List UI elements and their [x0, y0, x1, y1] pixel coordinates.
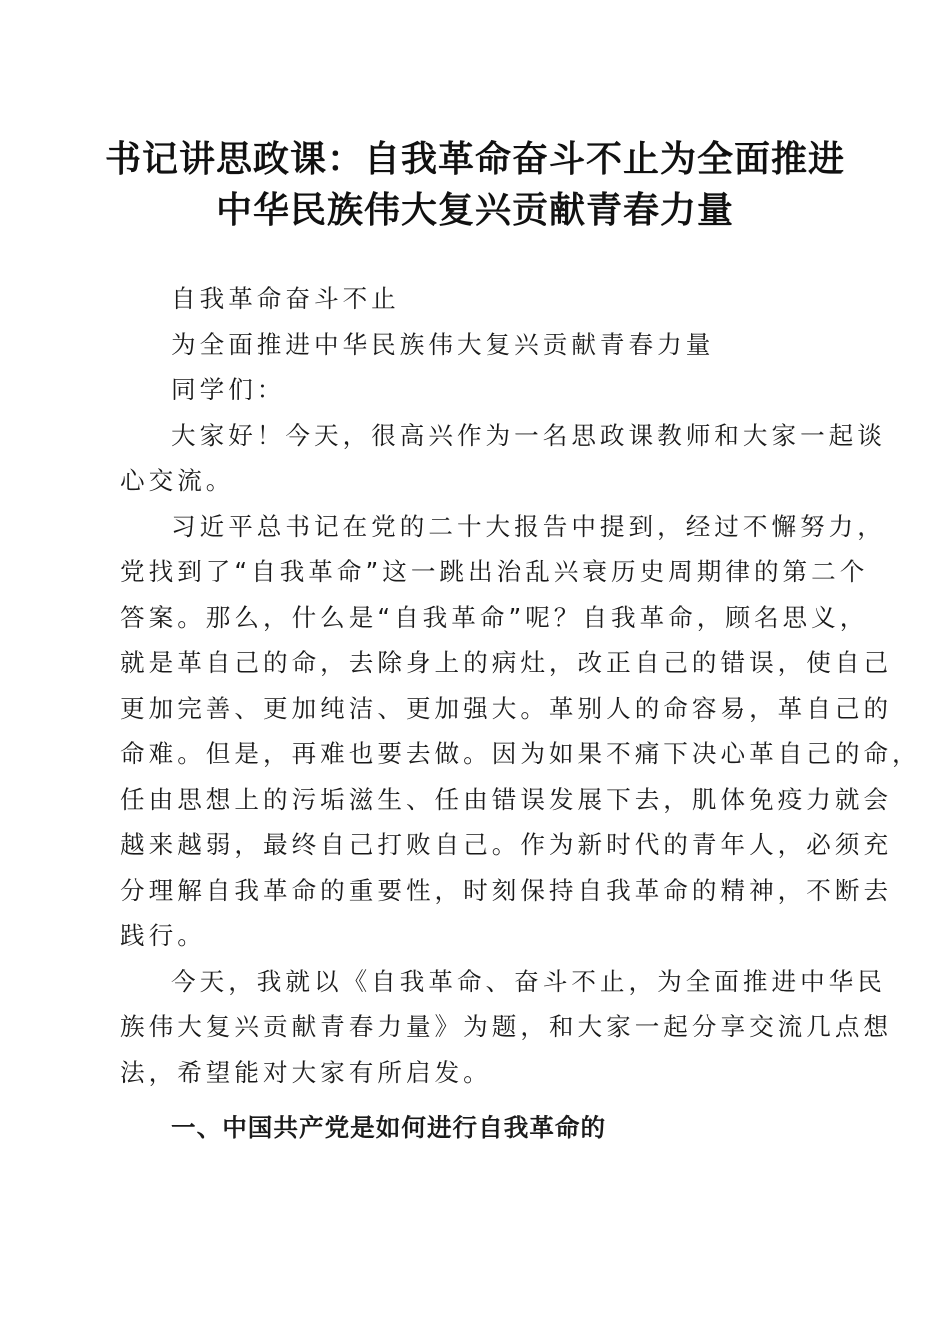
paragraph-3 [120, 959, 893, 1096]
paragraph-line: 今天，我就以《自我革命、奋斗不止，为全面推进中华民 [171, 966, 886, 996]
subtitle-line-2: 为全面推进中华民族伟大复兴贡献青春力量 [171, 329, 715, 359]
document-title [90, 134, 860, 236]
paragraph-line: 践行。 [120, 921, 206, 950]
subtitle-line-1: 自我革命奋斗不止 [171, 284, 400, 313]
section-heading: 一、中国共产党是如何进行自我革命的 [171, 1113, 607, 1142]
paragraph-line: 法，希望能对大家有所启发。 [120, 1057, 492, 1087]
paragraph-line: 习近平总书记在党的二十大报告中提到，经过不懈努力， [171, 511, 886, 541]
paragraph-line: 族伟大复兴贡献青春力量》为题，和大家一起分享交流几点想 [120, 1012, 893, 1041]
salutation: 同学们： [171, 375, 286, 404]
title-line-2: 中华民族伟大复兴贡献青春力量 [215, 189, 734, 231]
paragraph-2 [120, 504, 921, 959]
paragraph-line: 更加完善、更加纯洁、更加强大。革别人的命容易，革自己的 [120, 693, 893, 723]
paragraph-line: 答案。那么，什么是“自我革命”呢？自我革命，顾名思义， [120, 602, 869, 632]
paragraph-line: 越来越弱，最终自己打败自己。作为新时代的青年人，必须充 [120, 830, 893, 859]
paragraph-line: 党找到了“自我革命”这一跳出治乱兴衰历史周期律的第二个 [120, 557, 869, 586]
paragraph-line: 分理解自我革命的重要性，时刻保持自我革命的精神，不断去 [120, 875, 893, 905]
title-line-1: 书记讲思政课：自我革命奋斗不止为全面推进 [104, 138, 845, 180]
paragraph-line: 任由思想上的污垢滋生、任由错误发展下去，肌体免疫力就会 [120, 784, 893, 814]
paragraph-line: 大家好！今天，很高兴作为一名思政课教师和大家一起谈 [171, 420, 886, 450]
paragraph-line: 心交流。 [120, 466, 235, 495]
paragraph-line: 命难。但是，再难也要去做。因为如果不痛下决心革自己的命， [120, 739, 921, 768]
document-body [120, 276, 921, 1151]
paragraph-1 [120, 413, 886, 504]
paragraph-line: 就是革自己的命，去除身上的病灶，改正自己的错误，使自己 [120, 648, 893, 677]
